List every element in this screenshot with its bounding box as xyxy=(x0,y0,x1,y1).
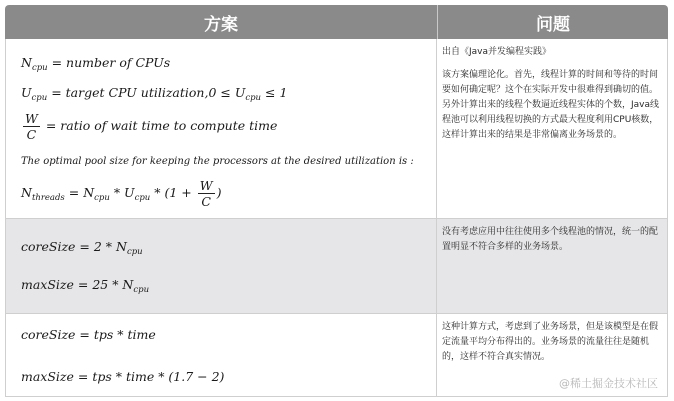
table-row xyxy=(5,219,668,314)
comparison-table xyxy=(5,5,668,397)
problem-cell xyxy=(437,39,668,218)
problem-text: 这种计算方式，考虑到了业务场景，但是该模型是在假定流量平均分布得出的。业务场景的流量往往是随机的，这样不符合真实情况。 xyxy=(442,322,659,362)
formula-maxsize-tps: maxSize = tps * time * (1.7 − 2) xyxy=(21,369,225,384)
scheme-cell xyxy=(5,39,437,218)
formula-ncpu: $N_{cpu}$ = number of CPUs xyxy=(21,55,171,73)
formula-maxsize: maxSize = $25 * N_{cpu}$ xyxy=(21,277,150,295)
formula-wc: $\frac{W}{C}$ = ratio of wait time to compute time xyxy=(25,111,278,142)
header-scheme: 方案 xyxy=(5,5,437,39)
problem-text: 该方案偏理论化。首先，线程计算的时间和等待的时间要如何确定呢？这个在实际开发中很难得到确切的值。另外计算出来的线程个数逼近线程实体的个数，Java线程池可以利用线程切换的方式最大程度利用CPU核数，这样计算出来的结果是非常偏离业务场景的。 xyxy=(442,70,660,140)
problem-cell xyxy=(437,219,668,313)
source-note: 出自《Java并发编程实践》 xyxy=(442,47,552,57)
scheme-cell xyxy=(5,314,437,396)
table-row xyxy=(5,39,668,219)
header-problem: 问题 xyxy=(437,5,668,39)
formula-ucpu: $U_{cpu}$ = target CPU utilization,0 ≤ $U_{cpu} \le 1$ xyxy=(21,85,288,103)
watermark: @稀土掘金技术社区 xyxy=(559,377,658,390)
formula-coresize-tps: coreSize = tps * time xyxy=(21,327,156,342)
formula-nthreads: $N_{threads} = N_{cpu} * U_{cpu} * (1$ + $\frac{W}{C}$ ) xyxy=(21,178,222,209)
formula-coresize: coreSize = $2 * N_{cpu}$ xyxy=(21,239,143,257)
problem-text: 没有考虑应用中往往使用多个线程池的情况，统一的配置明显不符合多样的业务场景。 xyxy=(442,227,659,252)
scheme-cell xyxy=(5,219,437,313)
formula-caption: The optimal pool size for keeping the processors at the desired utilization is : xyxy=(21,156,414,167)
